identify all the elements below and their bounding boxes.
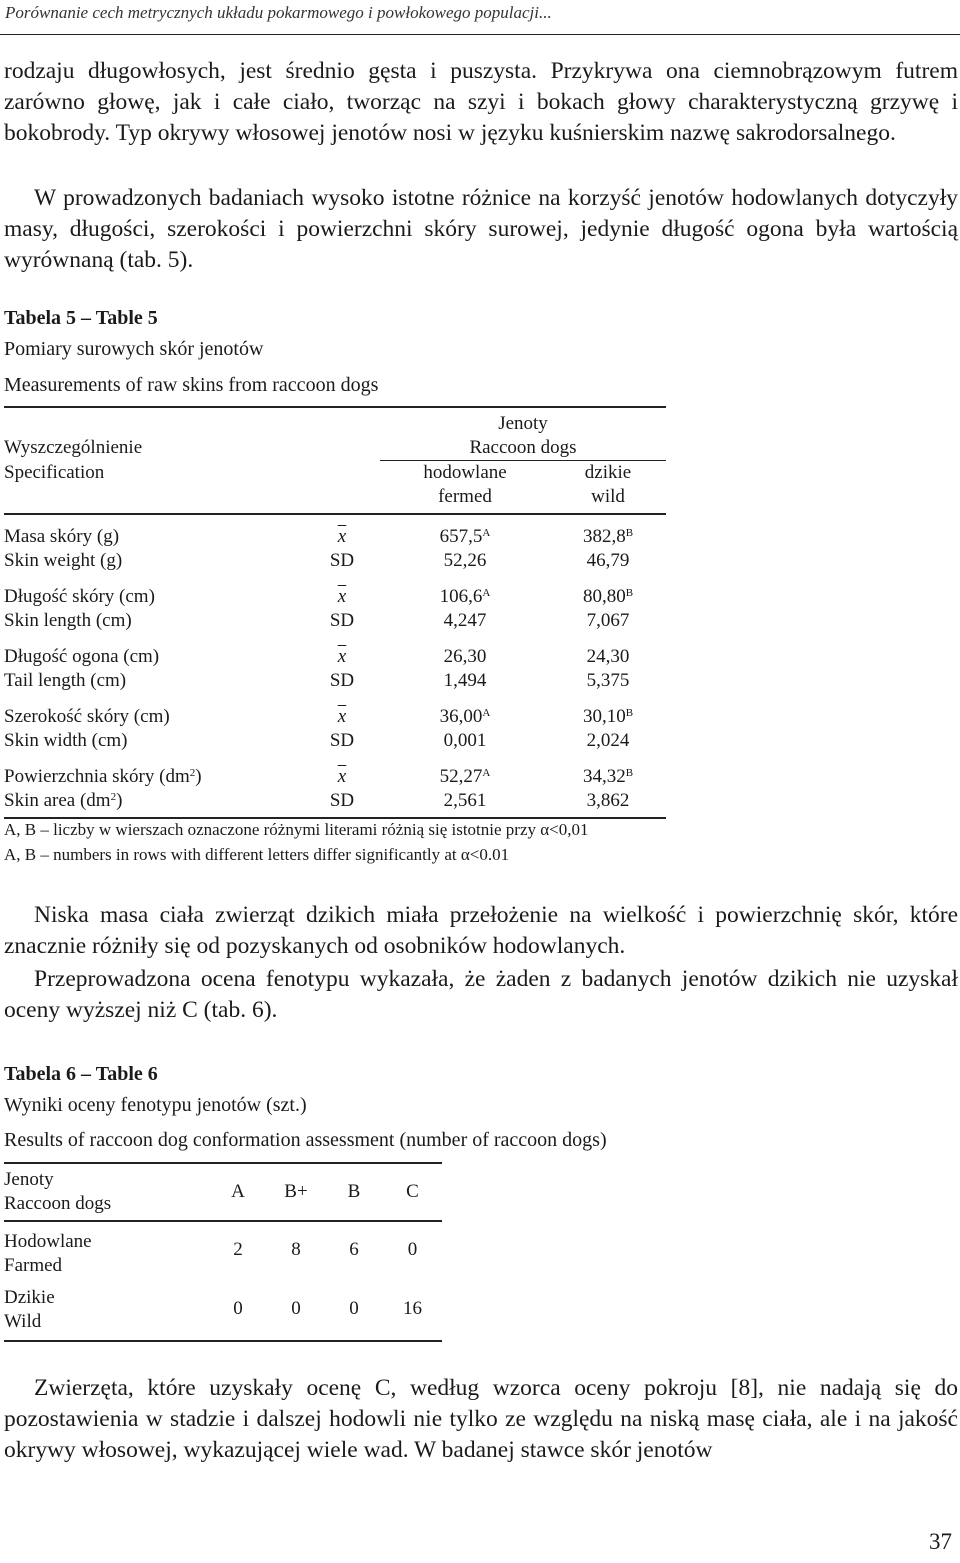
running-header: Porównanie cech metrycznych układu pokarmowego i powłokowego populacji... [5,3,552,22]
mean-value: 24,30 [586,646,630,667]
mean-value: 657,5 [439,526,483,547]
mean-symbol: $\overline{x}$ [337,646,347,667]
count-cell: 0 [233,1298,243,1319]
mean-value: 106,6 [439,586,483,607]
table5-col2-pl: dzikie [584,462,632,483]
intro-paragraph-2: W prowadzonych badaniach wysoko istotne różnice na korzyść jenotów hodowlanych dotyczyły masy, długości, szerokości i powierzchni skóry surowej, jedynie długość ogona była wartością wyrównaną (tab. 5). [4,185,958,273]
middle-paragraph-1: Niska masa ciała zwierząt dzikich miała przełożenie na wielkość i powierzchnię skór, które znacznie różniły się od pozyskanych od osobników hodowlanych. [4,902,958,959]
row-name-pl: Długość skóry (cm) [4,586,155,607]
row-name-en: Skin length (cm) [4,610,132,631]
count-cell: 2 [233,1239,243,1260]
sd-value: 1,494 [443,670,487,691]
mean-value: 26,30 [443,646,487,667]
significance-letter: B [625,527,634,539]
row-name-en: Tail length (cm) [4,670,127,691]
table6-title-en: Results of raccoon dog conformation assessment (number of raccoon dogs) [4,1129,607,1151]
count-cell: 8 [291,1239,301,1260]
table5-col1-pl: hodowlane [423,462,507,483]
table6 [4,1162,442,1342]
row-name-pl: Szerokość skóry (cm) [4,706,170,727]
significance-letter: B [625,587,634,599]
table-row [4,549,666,573]
count-cell: 0 [349,1298,359,1319]
table6-header-en: Raccoon dogs [4,1193,112,1214]
sd-value: 7,067 [586,610,630,631]
header-rule [0,34,960,35]
row-name-pl: Powierzchnia skóry $(dm^2)$ [4,766,202,787]
row-name-en: Skin width (cm) [4,730,128,751]
mean-value: 34,32 [582,766,626,787]
sd-value: 4,247 [443,610,487,631]
table5-group-pl: Jenoty [498,413,548,434]
intro-paragraph-1: rodzaju długowłosych, jest średnio gęsta i puszysta. Przykrywa ona ciemnobrązowym futrem zarówno głowę, jak i całe ciało, tworząc na szyi i bokach głowy charakterystyczną grzywę i bokobrody. Typ okrywy włosowej jenotów nosi w języku kuśnierskim nazwę sakrodorsalnego. [4,58,958,146]
grade-header: C [406,1181,419,1202]
row-name-pl: Dzikie [4,1287,55,1308]
sd-symbol: SD [329,670,355,691]
row-name-en: Wild [4,1311,42,1332]
table5-spec-pl: Wyszczególnienie [4,437,143,459]
table5-title-pl: Pomiary surowych skór jenotów [4,338,264,360]
mean-value: 52,27 [439,766,483,787]
table5-title-en: Measurements of raw skins from raccoon dogs [4,374,379,396]
table5 [4,406,666,819]
table5-col1-en: fermed [438,486,492,507]
sd-symbol: SD [329,790,355,811]
mean-symbol: $\overline{x}$ [337,706,347,727]
sd-value: 46,79 [586,550,630,571]
row-name-en: Skin area $(dm^2)$ [4,790,123,811]
sd-value: 2,561 [443,790,487,811]
table-row [4,1278,442,1310]
table-row [4,729,666,753]
table-row [4,609,666,633]
row-name-pl: Hodowlane [4,1231,92,1252]
row-name-pl: Masa skóry (g) [4,526,120,547]
table6-header-pl: Jenoty [4,1169,54,1190]
mean-value: 36,00 [439,706,483,727]
table-row [4,633,666,669]
row-name-pl: Długość ogona (cm) [4,646,160,667]
mean-value: 30,10 [582,706,626,727]
sd-value: 3,862 [586,790,630,811]
table-row [4,573,666,609]
sd-symbol: SD [329,730,355,751]
table6-label: Tabela 6 – Table 6 [4,1063,158,1085]
table5-group-en: Raccoon dogs [380,436,666,461]
sd-value: 52,26 [443,550,487,571]
mean-value: 80,80 [582,586,626,607]
count-cell: 0 [291,1298,301,1319]
sd-value: 5,375 [586,670,630,691]
count-cell: 16 [403,1298,422,1319]
mean-symbol: $\overline{x}$ [337,586,347,607]
table-row [4,693,666,729]
table6-title-pl: Wyniki oceny fenotypu jenotów (szt.) [4,1094,307,1116]
count-cell: 6 [349,1239,359,1260]
row-name-en: Skin weight (g) [4,550,123,571]
table-row [4,753,666,789]
mean-symbol: $\overline{x}$ [337,526,347,547]
table-row [4,789,666,818]
table-row [4,514,666,549]
mean-value: 382,8 [582,526,626,547]
grade-header: A [231,1181,245,1202]
table5-col2-en: wild [591,486,625,507]
significance-letter: A [482,527,491,539]
sd-value: 2,024 [586,730,630,751]
table5-spec-en: Specification [4,461,105,483]
sd-symbol: SD [329,550,355,571]
significance-letter: A [482,707,491,719]
count-cell: 0 [407,1239,418,1260]
grade-header: B [347,1181,361,1202]
row-name-en: Farmed [4,1255,63,1276]
middle-paragraph-2: Przeprowadzona ocena fenotypu wykazała, że żaden z badanych jenotów dzikich nie uzyskał oceny wyższej niż C (tab. 6). [4,966,958,1023]
sd-value: 0,001 [443,730,487,751]
table5-footnote-en: A, B – numbers in rows with different letters differ significantly at α<0.01 [4,845,510,864]
grade-header: B+ [284,1181,308,1202]
table-row [4,1221,442,1254]
closing-paragraph: Zwierzęta, które uzyskały ocenę C, według wzorca oceny pokroju [8], nie nadają się do pozostawienia w stadzie i dalszej hodowli nie tylko ze względu na niską masę ciała, ale i na jakość okrywy włosowej, wykazującej wiele wad. W badanej stawce skór jenotów [4,1375,958,1463]
table5-footnote-pl: A, B – liczby w wierszach oznaczone różnymi literami różnią się istotnie przy α<0,01 [4,820,589,839]
sd-symbol: SD [329,610,355,631]
table-row [4,669,666,693]
page-number: 37 [929,1529,952,1554]
significance-letter: A [482,767,491,779]
mean-symbol: $\overline{x}$ [337,766,347,787]
significance-letter: B [625,707,634,719]
significance-letter: A [482,587,491,599]
significance-letter: B [625,767,634,779]
table5-label: Tabela 5 – Table 5 [4,307,158,329]
